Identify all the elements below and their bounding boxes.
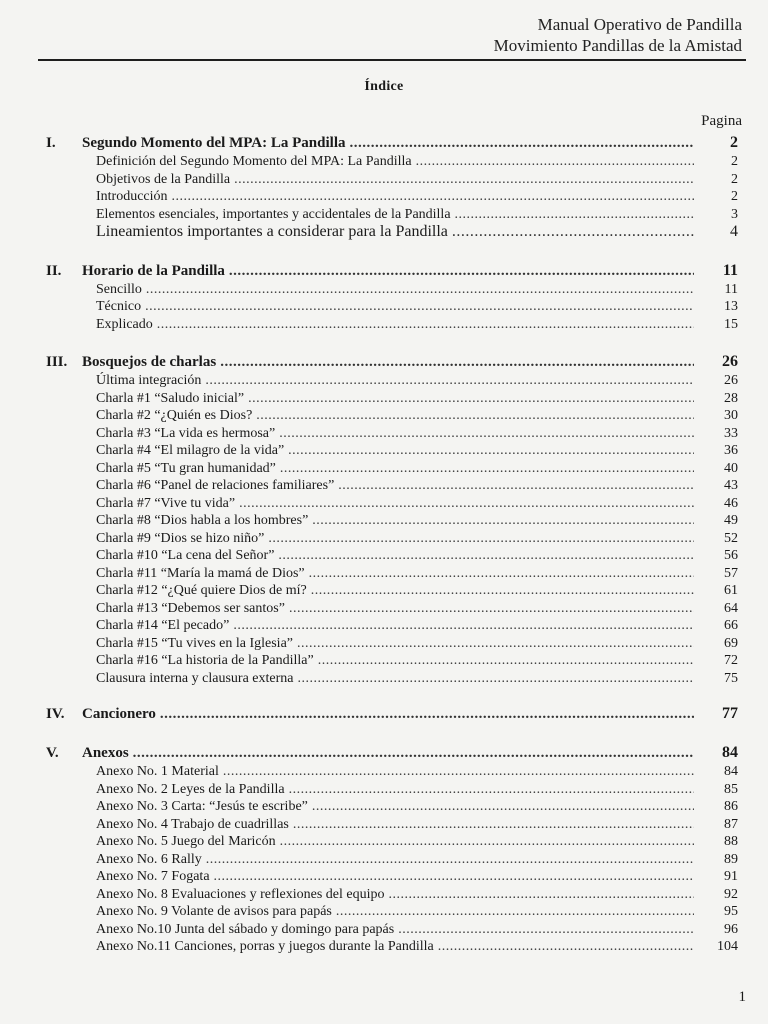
entry-page: 2	[731, 189, 738, 204]
toc-entry[interactable]	[0, 530, 768, 548]
toc-entry[interactable]	[0, 833, 768, 851]
dot-leader	[438, 938, 694, 956]
header-rule	[38, 59, 746, 61]
toc-entry[interactable]	[0, 372, 768, 390]
section-page: 11	[722, 261, 738, 279]
section-page: 26	[722, 353, 738, 370]
dot-leader	[229, 261, 694, 282]
dot-leader	[206, 851, 694, 869]
toc-entry[interactable]	[0, 600, 768, 618]
entry-title: Charla #6 “Panel de relaciones familiares”	[96, 478, 335, 493]
section-numeral: III.	[46, 354, 68, 370]
dot-leader	[214, 868, 694, 886]
section-title: Bosquejos de charlas	[82, 354, 217, 370]
entry-page: 49	[724, 513, 738, 528]
entry-title: Charla #14 “El pecado”	[96, 618, 230, 633]
entry-page: 43	[724, 478, 738, 493]
toc-entry[interactable]	[0, 781, 768, 799]
toc-entry[interactable]	[0, 425, 768, 443]
dot-leader	[268, 530, 694, 548]
entry-page: 52	[724, 530, 738, 546]
entry-page: 91	[724, 869, 738, 884]
entry-title: Anexo No. 6 Rally	[96, 851, 202, 867]
entry-title: Anexo No.11 Canciones, porras y juegos durante la Pandilla	[96, 939, 434, 954]
section-numeral: V.	[46, 745, 59, 761]
dot-leader	[157, 316, 694, 334]
dot-leader	[349, 133, 694, 154]
dot-leader	[452, 223, 694, 241]
toc-entry[interactable]	[0, 316, 768, 334]
dot-leader	[293, 816, 694, 834]
entry-title: Anexo No. 9 Volante de avisos para papás	[96, 904, 332, 919]
entry-page: 89	[724, 851, 738, 867]
dot-leader	[133, 743, 694, 764]
entry-page: 66	[724, 618, 738, 633]
toc-entry[interactable]	[0, 460, 768, 478]
dot-leader	[388, 886, 694, 904]
entry-title: Anexo No.10 Junta del sábado y domingo para papás	[96, 921, 395, 937]
entry-title: Anexo No. 5 Juego del Maricón	[96, 834, 276, 849]
entry-title: Charla #8 “Dios habla a los hombres”	[96, 513, 309, 528]
section-title: Anexos	[82, 745, 129, 761]
entry-title: Última integración	[96, 373, 202, 388]
dot-leader	[146, 281, 694, 299]
toc-entry[interactable]	[0, 390, 768, 408]
entry-page: 40	[724, 460, 738, 476]
entry-page: 92	[724, 886, 738, 902]
dot-leader	[297, 670, 694, 688]
toc-section	[0, 351, 768, 687]
toc-entry[interactable]	[0, 903, 768, 921]
entry-title: Charla #2 “¿Quién es Dios?	[96, 408, 253, 423]
dot-leader	[279, 425, 694, 443]
toc-entry[interactable]	[0, 868, 768, 886]
dot-leader	[233, 617, 694, 635]
toc-section-heading[interactable]	[0, 703, 768, 724]
toc-entry[interactable]	[0, 565, 768, 583]
dot-leader	[289, 781, 694, 799]
toc-entry[interactable]	[0, 652, 768, 670]
page-column-label: Pagina	[701, 113, 742, 129]
entry-page: 30	[724, 408, 738, 423]
header-movement-title: Movimiento Pandillas de la Amistad	[493, 36, 742, 55]
entry-page: 36	[724, 443, 738, 458]
dot-leader	[455, 206, 694, 224]
entry-page: 15	[724, 316, 738, 332]
entry-page: 85	[724, 781, 738, 797]
entry-title: Charla #9 “Dios se hizo niño”	[96, 530, 265, 546]
toc-section-heading[interactable]	[0, 132, 768, 153]
entry-page: 57	[724, 565, 738, 581]
toc-entry[interactable]	[0, 670, 768, 688]
entry-title: Charla #1 “Saludo inicial”	[96, 390, 245, 406]
dot-leader	[309, 565, 694, 583]
entry-page: 64	[724, 600, 738, 616]
toc-section-heading[interactable]	[0, 351, 768, 372]
entry-page: 72	[724, 653, 738, 668]
toc-entry[interactable]	[0, 153, 768, 171]
toc-entry[interactable]	[0, 512, 768, 530]
toc-section	[0, 703, 768, 724]
entry-title: Charla #4 “El milagro de la vida”	[96, 443, 285, 458]
entry-page: 84	[724, 764, 738, 779]
entry-title: Charla #7 “Vive tu vida”	[96, 495, 236, 511]
entry-page: 3	[731, 206, 738, 222]
toc-entry[interactable]	[0, 798, 768, 816]
toc-entry[interactable]	[0, 582, 768, 600]
toc-entry[interactable]	[0, 816, 768, 834]
entry-title: Elementos esenciales, importantes y accidentales de la Pandilla	[96, 206, 451, 222]
section-numeral: I.	[46, 135, 56, 151]
section-title: Segundo Momento del MPA: La Pandilla	[82, 135, 346, 151]
entry-title: Anexo No. 4 Trabajo de cuadrillas	[96, 816, 289, 832]
table-of-contents	[0, 132, 768, 956]
dot-leader	[280, 460, 694, 478]
section-numeral: II.	[46, 262, 62, 279]
section-title: Horario de la Pandilla	[82, 262, 225, 279]
toc-entry[interactable]	[0, 495, 768, 513]
entry-page: 11	[724, 281, 738, 297]
dot-leader	[223, 763, 694, 781]
toc-entry[interactable]	[0, 938, 768, 956]
toc-entry[interactable]	[0, 851, 768, 869]
dot-leader	[234, 171, 694, 189]
header-manual-title: Manual Operativo de Pandilla	[537, 15, 742, 34]
dot-leader	[278, 547, 694, 565]
entry-title: Definición del Segundo Momento del MPA: La Pandilla	[96, 154, 412, 169]
page-number: 1	[738, 989, 746, 1005]
entry-title: Charla #15 “Tu vives en la Iglesia”	[96, 635, 293, 651]
running-header	[494, 14, 742, 56]
section-page: 2	[730, 134, 738, 151]
toc-entry[interactable]	[0, 477, 768, 495]
dot-leader	[239, 495, 694, 513]
entry-page: 4	[730, 223, 738, 240]
dot-leader	[160, 704, 694, 725]
entry-page: 28	[724, 390, 738, 406]
section-page: 77	[722, 705, 738, 722]
entry-page: 2	[731, 171, 738, 187]
dot-leader	[297, 635, 694, 653]
toc-entry[interactable]	[0, 442, 768, 460]
toc-section	[0, 742, 768, 956]
dot-leader	[289, 600, 694, 618]
entry-title: Charla #12 “¿Qué quiere Dios de mí?	[96, 583, 307, 598]
toc-section-heading[interactable]	[0, 742, 768, 763]
entry-page: 69	[724, 635, 738, 651]
dot-leader	[416, 153, 694, 171]
entry-title: Charla #16 “La historia de la Pandilla”	[96, 653, 314, 668]
entry-title: Charla #3 “La vida es hermosa”	[96, 425, 276, 441]
entry-title: Anexo No. 3 Carta: “Jesús te escribe”	[96, 799, 308, 814]
entry-title: Introducción	[96, 189, 168, 204]
entry-title: Explicado	[96, 316, 153, 332]
toc-entry[interactable]	[0, 223, 768, 241]
entry-title: Anexo No. 8 Evaluaciones y reflexiones del equipo	[96, 886, 385, 902]
dot-leader	[312, 798, 694, 816]
toc-entry[interactable]	[0, 298, 768, 316]
entry-title: Sencillo	[96, 281, 142, 297]
dot-leader	[311, 582, 694, 600]
toc-entry[interactable]	[0, 617, 768, 635]
entry-title: Charla #11 “María la mamá de Dios”	[96, 565, 305, 581]
toc-entry[interactable]	[0, 188, 768, 206]
entry-page: 46	[724, 495, 738, 511]
entry-title: Anexo No. 2 Leyes de la Pandilla	[96, 781, 285, 797]
toc-entry[interactable]	[0, 407, 768, 425]
toc-entry[interactable]	[0, 763, 768, 781]
entry-page: 75	[724, 670, 738, 686]
entry-page: 86	[724, 799, 738, 814]
dot-leader	[398, 921, 694, 939]
entry-title: Técnico	[96, 299, 142, 314]
dot-leader	[220, 352, 694, 373]
dot-leader	[312, 512, 694, 530]
toc-entry[interactable]	[0, 171, 768, 189]
toc-entry[interactable]	[0, 281, 768, 299]
entry-page: 33	[724, 425, 738, 441]
entry-page: 95	[724, 904, 738, 919]
dot-leader	[256, 407, 694, 425]
section-title: Cancionero	[82, 706, 156, 722]
toc-entry[interactable]	[0, 206, 768, 224]
entry-page: 88	[724, 834, 738, 849]
dot-leader	[288, 442, 694, 460]
dot-leader	[318, 652, 694, 670]
entry-title: Lineamientos importantes a considerar para la Pandilla	[96, 223, 448, 240]
dot-leader	[336, 903, 694, 921]
entry-title: Anexo No. 7 Fogata	[96, 869, 210, 884]
index-title: Índice	[364, 79, 404, 94]
entry-page: 13	[724, 299, 738, 314]
dot-leader	[172, 188, 694, 206]
entry-page: 87	[724, 816, 738, 832]
entry-title: Charla #10 “La cena del Señor”	[96, 548, 275, 563]
section-page: 84	[722, 744, 738, 761]
toc-entry[interactable]	[0, 547, 768, 565]
dot-leader	[205, 372, 694, 390]
entry-page: 26	[724, 373, 738, 388]
toc-entry[interactable]	[0, 886, 768, 904]
entry-page: 61	[724, 583, 738, 598]
toc-section	[0, 260, 768, 334]
toc-entry[interactable]	[0, 635, 768, 653]
entry-title: Clausura interna y clausura externa	[96, 670, 294, 686]
entry-page: 56	[724, 548, 738, 563]
entry-title: Charla #13 “Debemos ser santos”	[96, 600, 285, 616]
entry-title: Anexo No. 1 Material	[96, 764, 219, 779]
dot-leader	[145, 298, 694, 316]
dot-leader	[280, 833, 694, 851]
dot-leader	[248, 390, 694, 408]
dot-leader	[338, 477, 694, 495]
toc-entry[interactable]	[0, 921, 768, 939]
toc-section-heading[interactable]	[0, 260, 768, 281]
section-numeral: IV.	[46, 706, 65, 722]
toc-section	[0, 132, 768, 241]
entry-page: 104	[717, 939, 738, 954]
entry-page: 2	[731, 154, 738, 169]
entry-title: Charla #5 “Tu gran humanidad”	[96, 460, 276, 476]
entry-page: 96	[724, 921, 738, 937]
entry-title: Objetivos de la Pandilla	[96, 171, 231, 187]
